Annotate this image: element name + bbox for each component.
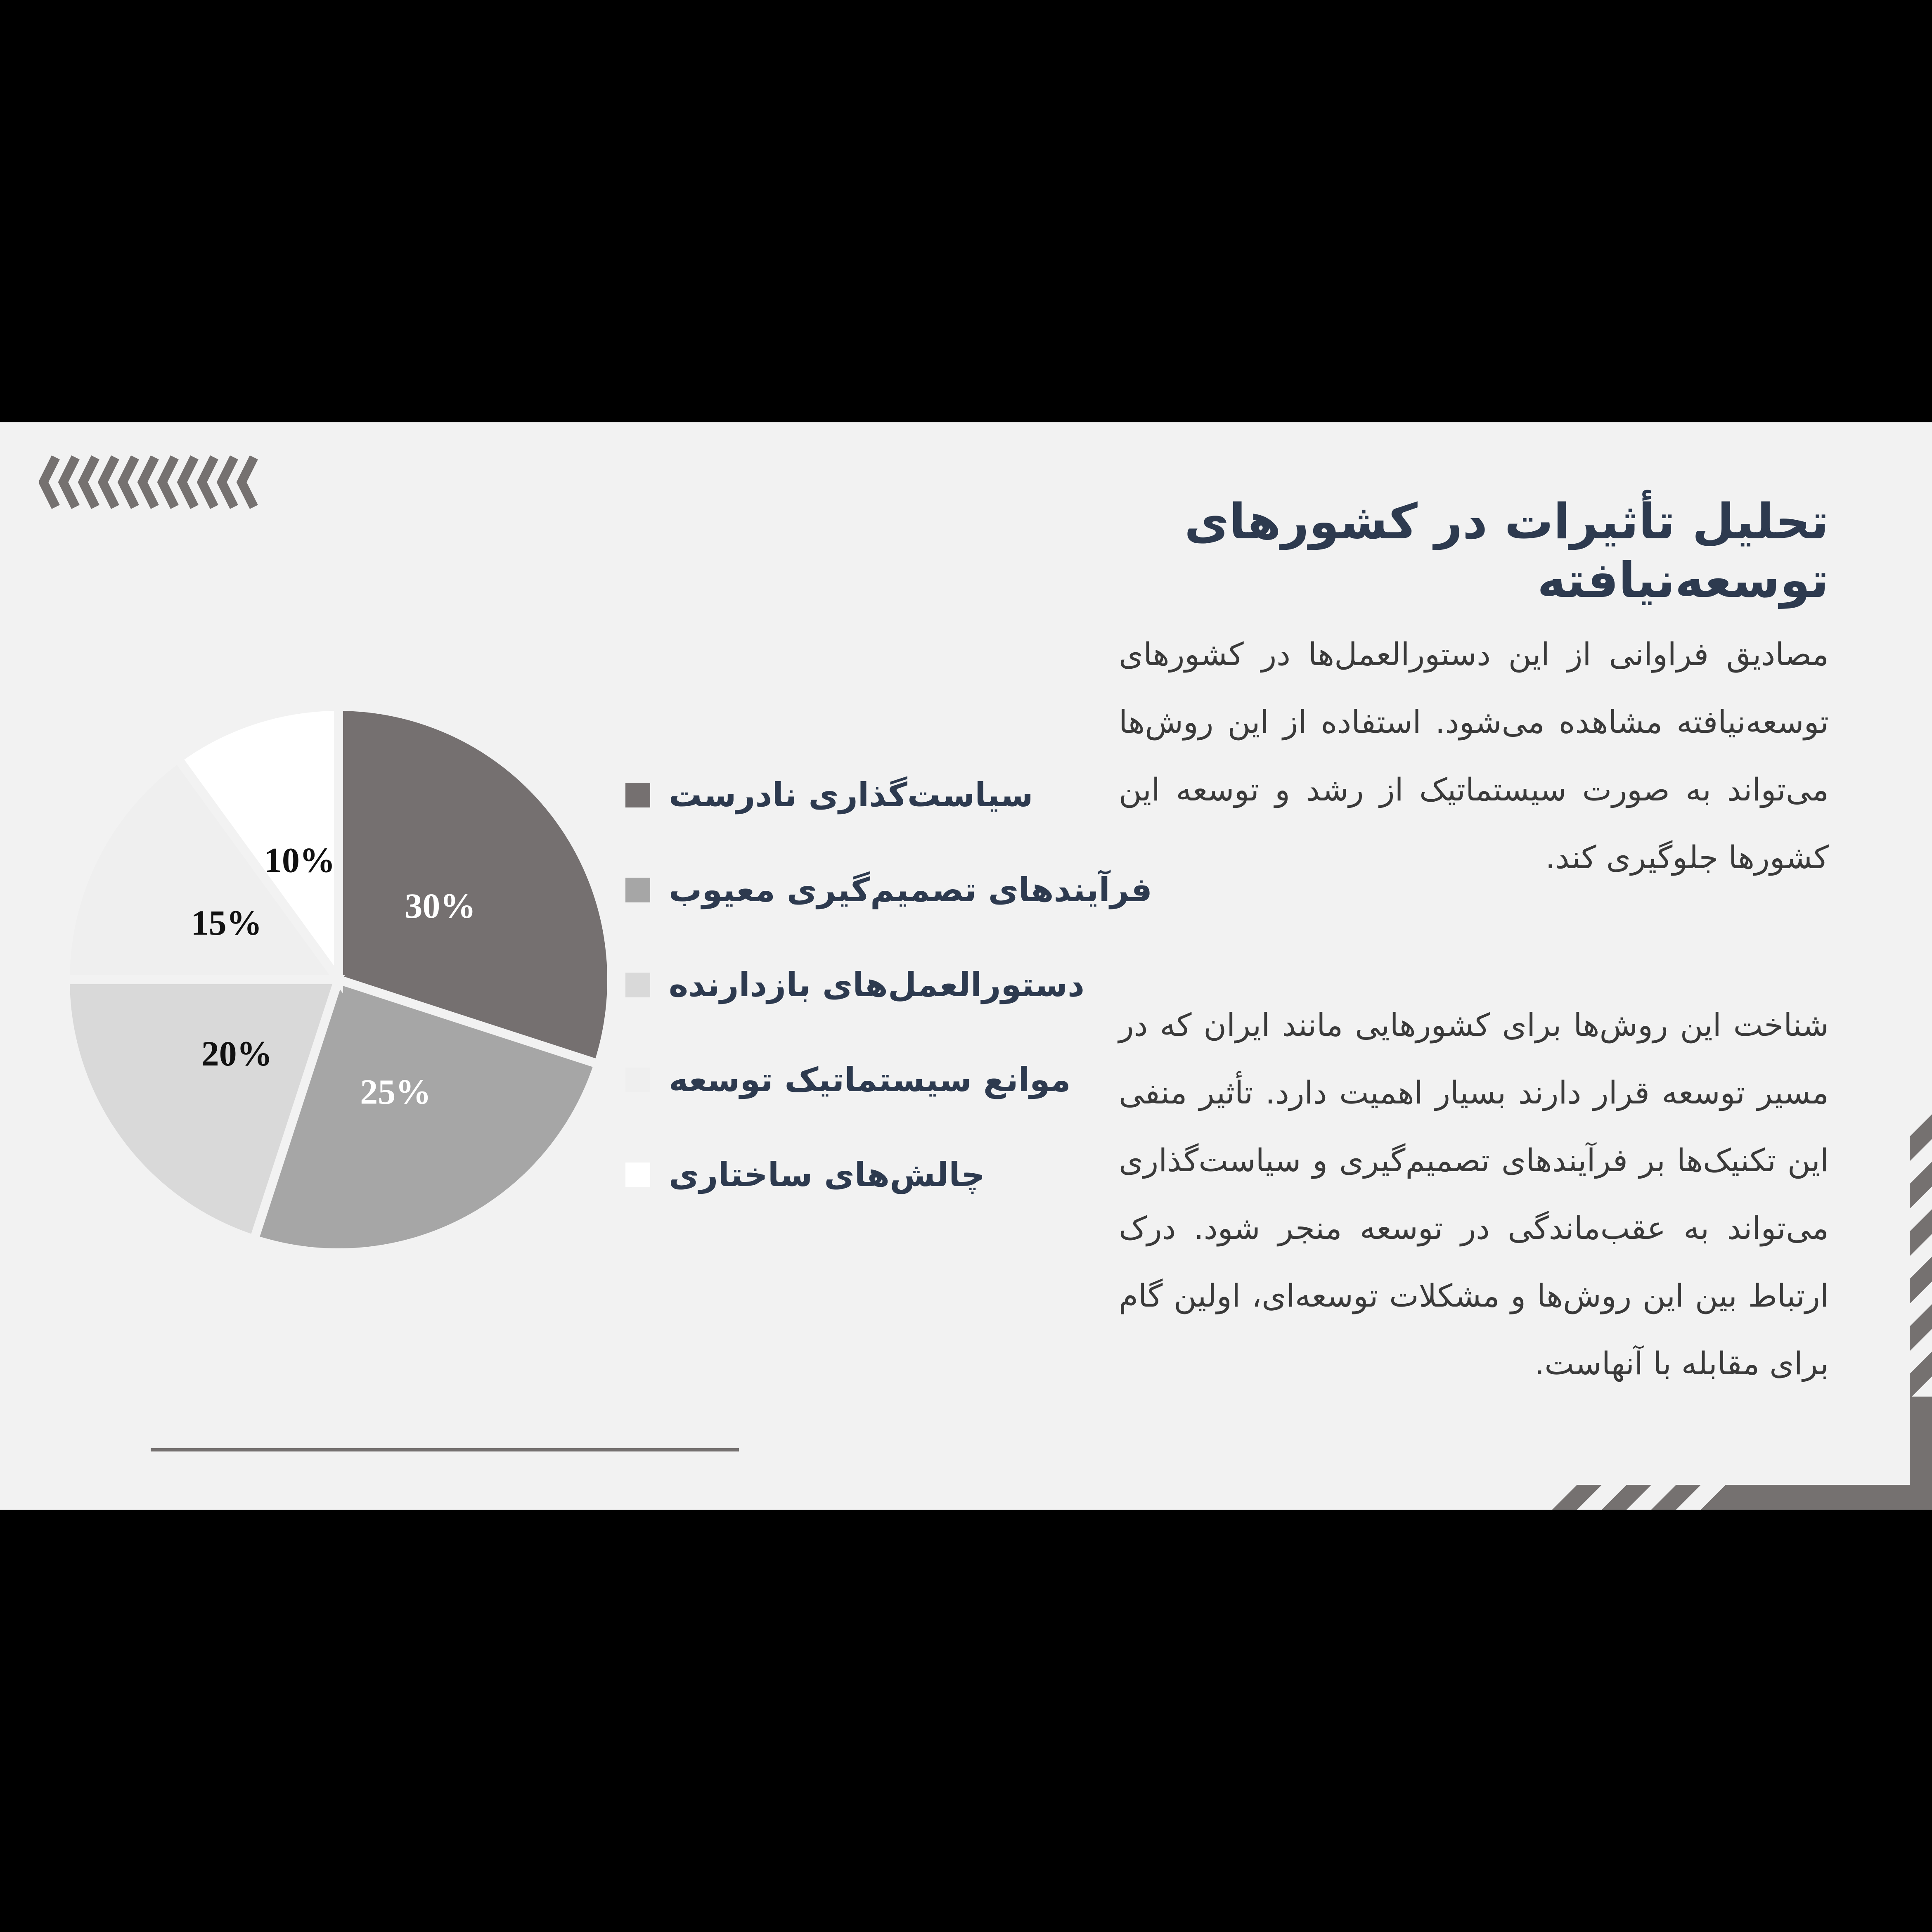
pie-data-label: 20%	[201, 1033, 272, 1073]
legend-label: فرآیندهای تصمیم‌گیری معیوب	[669, 871, 1153, 909]
legend-label: سیاست‌گذاری نادرست	[669, 776, 1033, 814]
legend-label: چالش‌های ساختاری	[669, 1155, 985, 1194]
slide	[0, 422, 1932, 1510]
pie-data-label: 10%	[264, 840, 335, 880]
pie-data-label: 15%	[191, 902, 262, 942]
slide-title: تحلیل تأثیرات در کشورهای توسعه‌نیافته	[1184, 493, 1829, 608]
diagonal-stripes-icon	[0, 422, 1932, 1510]
legend-label: دستورالعمل‌های بازدارنده	[669, 966, 1085, 1004]
legend-label: موانع سیستماتیک توسعه	[669, 1061, 1071, 1099]
body-paragraph-2: شناخت این روش‌ها برای کشورهایی مانند ایران که در مسیر توسعه قرار دارند بسیار اهمیت دارد. تأثیر منفی این تکنیک‌ها بر فرآیندهای تصمیم‌گیری و سیاست‌گذاری می‌تواند به عقب‌ماندگی در توسعه منجر شود. درک ارتباط بین این روش‌ها و مشکلات توسعه‌ای، اولین گام برای مقابله با آنهاست.	[1119, 1006, 1829, 1382]
body-paragraph-1: مصادیق فراوانی از این دستورالعمل‌ها در کشورهای توسعه‌نیافته مشاهده می‌شود. استفاده از این روش‌ها می‌تواند به صورت سیستماتیک از رشد و توسعه این کشورها جلوگیری کند.	[1119, 636, 1829, 876]
pie-data-label: 25%	[360, 1072, 431, 1112]
pie-data-label: 30%	[405, 886, 476, 926]
